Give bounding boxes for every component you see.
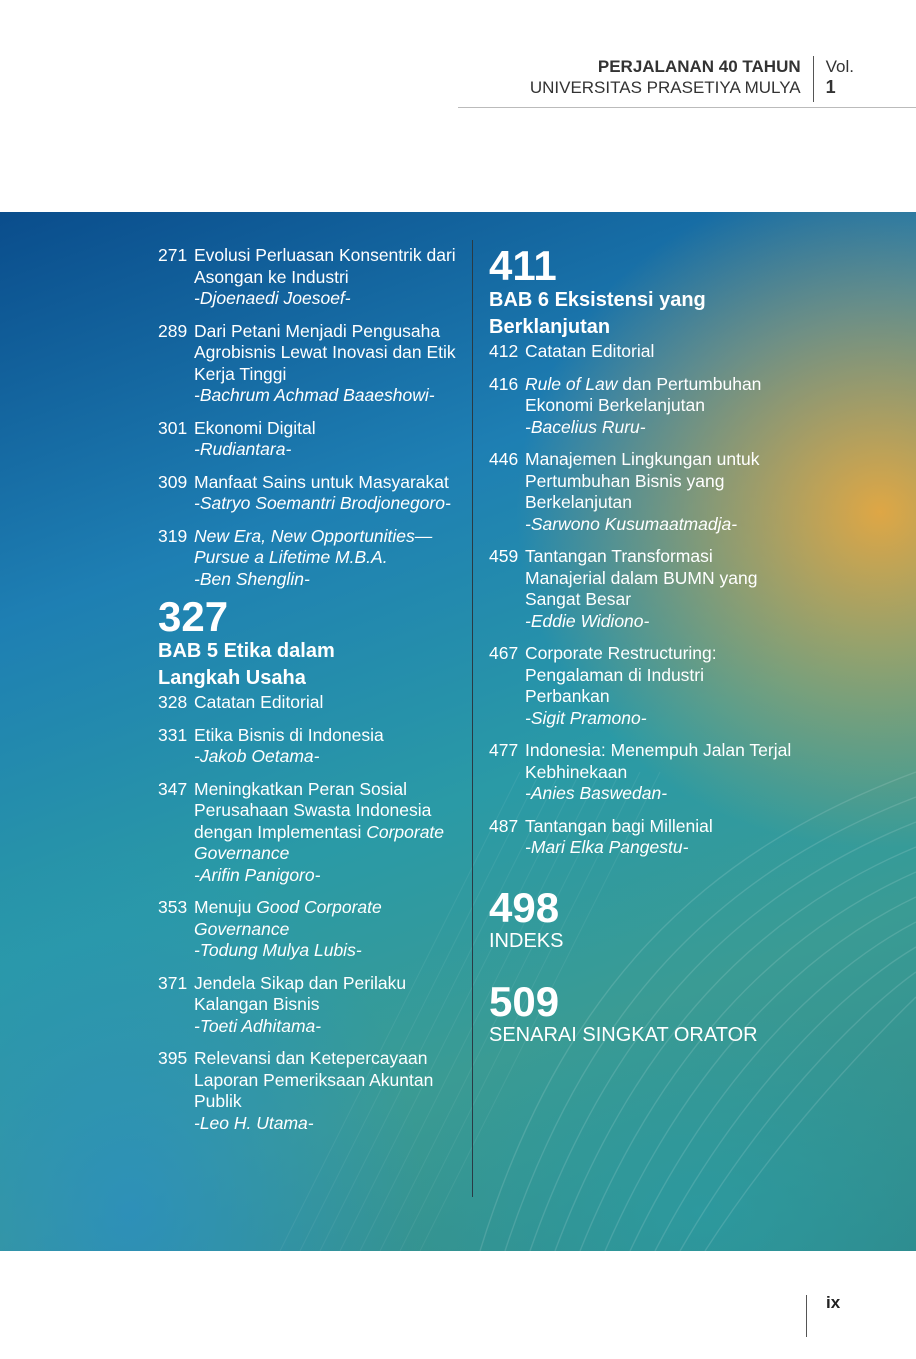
- entry-body: [194, 321, 463, 407]
- entry-title: Menuju: [194, 897, 257, 917]
- entry-title-line: [194, 897, 463, 919]
- book-subtitle: UNIVERSITAS PRASETIYA MULYA: [529, 78, 801, 97]
- entry-author: -Djoenaedi Joesoef-: [194, 288, 351, 308]
- toc-entry[interactable]: [489, 546, 809, 632]
- entry-title: New Era, New Opportunities—: [194, 525, 433, 546]
- entry-title: Kalangan Bisnis: [194, 994, 320, 1014]
- toc-entry[interactable]: [489, 740, 809, 805]
- entry-author: -Eddie Widiono-: [525, 610, 650, 631]
- page-number: 319: [158, 525, 188, 546]
- entry-body: [194, 973, 463, 1038]
- entry-title: Pertumbuhan Bisnis yang: [525, 470, 725, 491]
- page-number: 371: [158, 972, 188, 993]
- toc-entry[interactable]: [489, 374, 809, 439]
- volume-block: [814, 56, 854, 98]
- entry-title: Evolusi Perluasan Konsentrik dari: [194, 245, 456, 265]
- entry-author: -Ben Shenglin-: [194, 568, 310, 589]
- entry-title: Berkelanjutan: [525, 492, 633, 512]
- toc-entry[interactable]: [489, 643, 809, 729]
- toc-entry[interactable]: [489, 816, 809, 859]
- entry-author: -Rudiantara-: [194, 439, 292, 459]
- book-title: PERJALANAN 40 TAHUN: [597, 57, 801, 76]
- chapter-page-number[interactable]: 411: [489, 242, 557, 289]
- toc-entry[interactable]: [158, 526, 463, 591]
- entry-author: -Bachrum Achmad Baaeshowi-: [194, 385, 435, 405]
- header-rule: [458, 107, 916, 108]
- entry-title: Perusahaan Swasta Indonesia: [194, 800, 432, 820]
- page-number: 309: [158, 471, 188, 492]
- entry-author: -Jakob Oetama-: [194, 746, 320, 766]
- entry-title-italic: Good Corporate: [256, 897, 382, 917]
- entry-author: -Toeti Adhitama-: [194, 1015, 322, 1036]
- entry-author: -Satryo Soemantri Brodjonegoro-: [194, 493, 451, 513]
- chapter-title[interactable]: Berklanjutan: [489, 316, 611, 338]
- page-number: 347: [158, 778, 188, 799]
- entry-title: Sangat Besar: [525, 589, 632, 609]
- entry-title-line: [525, 374, 809, 396]
- running-header: [530, 56, 854, 102]
- volume-label: Vol.: [825, 57, 854, 76]
- entry-title: Pursue a Lifetime M.B.A.: [194, 547, 388, 567]
- toc-entry[interactable]: [158, 472, 463, 515]
- page-number: 301: [158, 417, 188, 438]
- entry-title: Manajerial dalam BUMN yang: [525, 567, 758, 588]
- index-page-number[interactable]: 498: [489, 883, 560, 931]
- entry-title: Catatan Editorial: [194, 692, 324, 712]
- orators-page-number[interactable]: 509: [489, 977, 560, 1025]
- footer-divider: [806, 1295, 807, 1337]
- page-number: 477: [489, 740, 519, 760]
- entry-body: [525, 740, 809, 805]
- entry-body: [525, 546, 809, 632]
- page-number: 487: [489, 815, 519, 836]
- page-number: 289: [158, 320, 188, 341]
- toc-entry[interactable]: [489, 449, 809, 535]
- entry-title: Laporan Pemeriksaan Akuntan: [194, 1069, 434, 1090]
- entry-body: [525, 449, 809, 535]
- entry-author: -Todung Mulya Lubis-: [194, 940, 362, 960]
- toc-entry[interactable]: [158, 692, 463, 714]
- entry-body: [525, 643, 809, 729]
- chapter-title[interactable]: BAB 6 Eksistensi yang: [489, 289, 706, 311]
- page-number: 467: [489, 643, 519, 663]
- folio: ix: [826, 1293, 841, 1312]
- entry-body: [194, 779, 463, 887]
- page-number: 331: [158, 724, 188, 745]
- entry-author: -Sarwono Kusumaatmadja-: [525, 513, 738, 534]
- volume-number: 1: [825, 77, 836, 97]
- entry-title-line: [194, 822, 463, 844]
- entry-title: Corporate Restructuring:: [525, 643, 717, 663]
- entry-title: Kebhinekaan: [525, 761, 628, 782]
- entry-title-italic: Governance: [194, 843, 290, 863]
- toc-entry[interactable]: [158, 897, 463, 962]
- entry-body: [194, 1048, 463, 1134]
- entry-title: Etika Bisnis di Indonesia: [194, 724, 384, 745]
- right-column: [489, 242, 809, 1047]
- entry-author: -Mari Elka Pangestu-: [525, 837, 689, 857]
- entry-title: dan Pertumbuhan: [617, 373, 762, 394]
- entry-title-italic: Corporate: [366, 821, 445, 842]
- page-number: 416: [489, 373, 519, 394]
- entry-author: -Sigit Pramono-: [525, 707, 647, 728]
- entry-title: Jendela Sikap dan Perilaku: [194, 972, 407, 993]
- entry-author: -Leo H. Utama-: [194, 1112, 314, 1133]
- entry-title: Indonesia: Menempuh Jalan Terjal: [525, 740, 792, 760]
- entry-title: Relevansi dan Ketepercayaan: [194, 1048, 428, 1068]
- entry-body: [194, 897, 463, 962]
- toc-entry[interactable]: [158, 245, 463, 310]
- entry-title: Dari Petani Menjadi Pengusaha: [194, 320, 441, 341]
- entry-title: Asongan ke Industri: [194, 266, 349, 287]
- entry-body: [194, 526, 463, 591]
- toc-entry[interactable]: [158, 725, 463, 768]
- entry-title: Pengalaman di Industri: [525, 664, 704, 685]
- entry-body: [525, 374, 809, 439]
- toc-entry[interactable]: [158, 418, 463, 461]
- page-number: 446: [489, 449, 519, 469]
- page-number: 353: [158, 897, 188, 917]
- index-label[interactable]: INDEKS: [489, 929, 564, 952]
- page-number: 412: [489, 341, 519, 361]
- entry-title-italic: Rule of Law: [525, 373, 618, 394]
- page-number: 271: [158, 245, 188, 265]
- header-text: [530, 56, 813, 98]
- toc-entry[interactable]: [158, 973, 463, 1038]
- entry-author: -Anies Baswedan-: [525, 783, 668, 803]
- chapter-title[interactable]: Langkah Usaha: [158, 667, 306, 689]
- page-number: 328: [158, 692, 188, 712]
- entry-title: Tantangan Transformasi: [525, 546, 713, 566]
- entry-author: -Bacelius Ruru-: [525, 416, 646, 437]
- entry-title: Meningkatkan Peran Sosial: [194, 778, 408, 799]
- entry-body: [525, 816, 809, 859]
- entry-title: Ekonomi Berkelanjutan: [525, 395, 705, 415]
- chapter-title[interactable]: BAB 5 Etika dalam: [158, 640, 335, 662]
- entry-title: Manajemen Lingkungan untuk: [525, 449, 760, 469]
- entry-body: [194, 245, 463, 310]
- entry-body: [194, 725, 463, 768]
- entry-body: [194, 472, 463, 515]
- entry-title: Ekonomi Digital: [194, 417, 316, 438]
- chapter-page-number[interactable]: 327: [158, 593, 229, 640]
- page-number: 459: [489, 546, 519, 566]
- toc-entry[interactable]: [158, 779, 463, 887]
- entry-author: -Arifin Panigoro-: [194, 864, 321, 885]
- toc-entry[interactable]: [158, 321, 463, 407]
- entry-title: Agrobisnis Lewat Inovasi dan Etik: [194, 342, 456, 362]
- orators-label[interactable]: SENARAI SINGKAT ORATOR: [489, 1023, 758, 1046]
- entry-title: dengan Implementasi: [194, 821, 367, 842]
- entry-title: Publik: [194, 1091, 242, 1111]
- entry-title: Perbankan: [525, 686, 610, 706]
- entry-title: Kerja Tinggi: [194, 363, 287, 384]
- page-number: 395: [158, 1048, 188, 1068]
- toc-entry[interactable]: [158, 1048, 463, 1134]
- entry-title: Manfaat Sains untuk Masyarakat: [194, 471, 449, 492]
- entry-body: [194, 418, 463, 461]
- entry-title: Catatan Editorial: [525, 341, 655, 361]
- contents-panel: [0, 212, 916, 1251]
- entry-title-italic: Governance: [194, 918, 290, 939]
- entry-title: Tantangan bagi Millenial: [525, 815, 713, 836]
- left-column: [158, 245, 463, 1145]
- toc-entry[interactable]: [489, 341, 809, 363]
- column-divider: [472, 240, 473, 1197]
